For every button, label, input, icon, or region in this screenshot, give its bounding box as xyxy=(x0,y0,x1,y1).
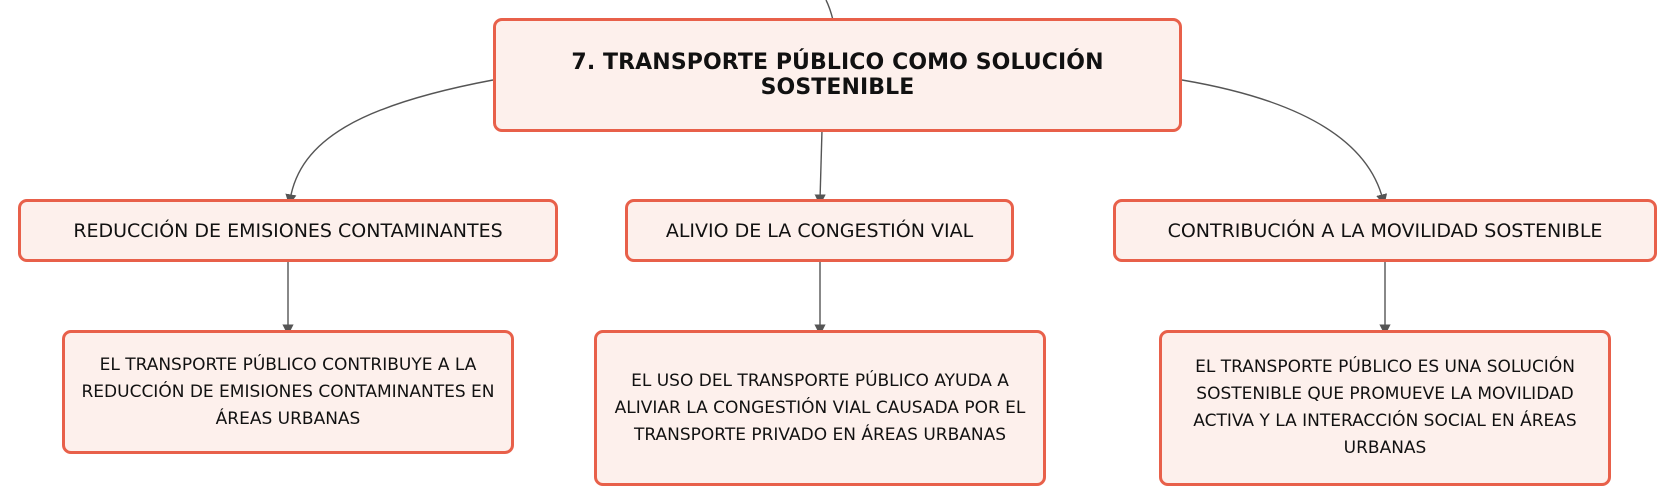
detail-node-text: EL TRANSPORTE PÚBLICO CONTRIBUYE A LA REDUCCIÓN DE EMISIONES CONTAMINANTES EN ÁREAS URBANAS xyxy=(81,354,495,429)
branch-node-title: CONTRIBUCIÓN A LA MOVILIDAD SOSTENIBLE xyxy=(1167,219,1603,242)
connector-root-to-branch-1 xyxy=(290,80,493,200)
branch-node-mobility[interactable] xyxy=(1113,199,1657,262)
detail-node-text: EL TRANSPORTE PÚBLICO ES UNA SOLUCIÓN SOSTENIBLE QUE PROMUEVE LA MOVILIDAD ACTIVA Y LA INTERACCIÓN SOCIAL EN ÁREAS URBANAS xyxy=(1193,357,1577,458)
connector-root-to-branch-3 xyxy=(1182,80,1383,200)
detail-node-text: EL USO DEL TRANSPORTE PÚBLICO AYUDA A ALIVIAR LA CONGESTIÓN VIAL CAUSADA POR EL TRANSPORTE PRIVADO EN ÁREAS URBANAS xyxy=(614,370,1026,445)
branch-node-emissions[interactable] xyxy=(18,199,558,262)
branch-node-title: REDUCCIÓN DE EMISIONES CONTAMINANTES xyxy=(73,219,503,242)
root-topic-node[interactable] xyxy=(493,18,1182,132)
detail-node-congestion[interactable] xyxy=(594,330,1046,486)
connector-from-parent xyxy=(826,0,833,20)
detail-node-emissions[interactable] xyxy=(62,330,514,454)
root-topic-title: 7. TRANSPORTE PÚBLICO COMO SOLUCIÓN SOSTENIBLE xyxy=(571,50,1104,100)
detail-node-mobility[interactable] xyxy=(1159,330,1611,486)
branch-node-congestion[interactable] xyxy=(625,199,1014,262)
connector-root-to-branch-2 xyxy=(820,130,822,200)
branch-node-title: ALIVIO DE LA CONGESTIÓN VIAL xyxy=(665,219,974,242)
